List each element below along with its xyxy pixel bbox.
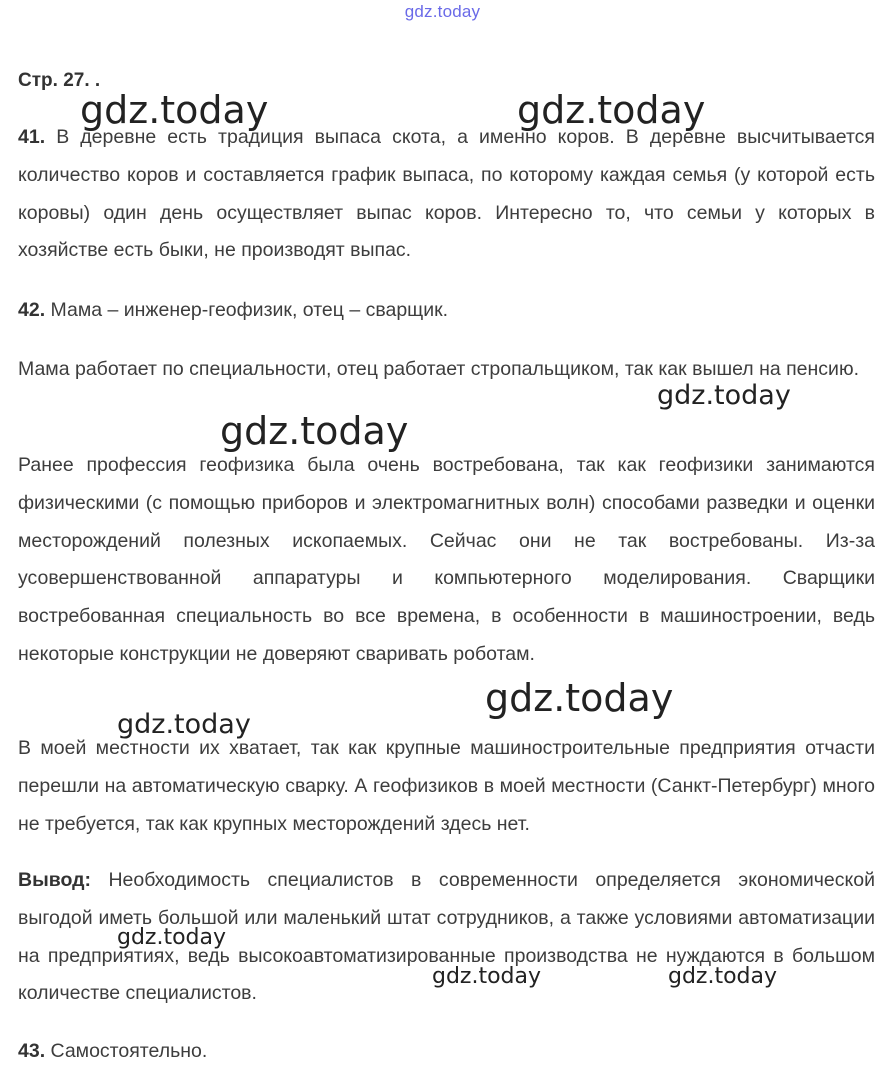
locality-paragraph <box>18 730 875 843</box>
task-number: 41. <box>18 126 46 148</box>
watermark: gdz.today <box>657 380 791 411</box>
paragraph-text: Ранее профессия геофизика была очень востребована, так как геофизики занимаются физическими (с помощью приборов и электромагнитных волн) способами разведки и оценки месторождений полезных ископаемых. Сейчас они не так востребованы. Из-за усовершенствованной аппаратуры и компьютерного моделирования. Сварщики востребованная специальность во все времена, в особенности в машиностроении, ведь некоторые конструкции не доверяют сваривать роботам. <box>18 454 875 665</box>
watermark: gdz.today <box>80 88 269 132</box>
paragraph-text: Мама работает по специальности, отец работает стропальщиком, так как вышел на пенсию. <box>18 358 859 380</box>
paragraph-text: Самостоятельно. <box>45 1040 208 1062</box>
paragraph-text: В деревне есть традиция выпаса скота, а именно коров. В деревне высчитывается количество коров и составляется график выпаса, по которому каждая семья (у которой есть коровы) один день осуществляет выпас коров. Интересно то, что семьи у которых в хозяйстве есть быки, не производят выпас. <box>18 126 875 262</box>
conclusion-label: Вывод: <box>18 869 91 891</box>
watermark: gdz.today <box>432 964 542 989</box>
professions-demand-paragraph <box>18 447 875 674</box>
watermark: gdz.today <box>220 409 409 453</box>
paragraph-text: Необходимость специалистов в современности определяется экономической выгодой иметь большой или маленький штат сотрудников, а также условиями автоматизации на предприятиях, ведь высокоавтоматизированные производства не нуждаются в большом количестве специалистов. <box>18 869 875 1005</box>
task-42-paragraph <box>18 292 875 330</box>
watermark: gdz.today <box>117 925 227 950</box>
task-41-paragraph <box>18 119 875 270</box>
paragraph-text: Мама – инженер-геофизик, отец – сварщик. <box>45 299 449 321</box>
task-number: 42. <box>18 299 46 321</box>
conclusion-paragraph <box>18 862 875 1013</box>
paragraph-text: В моей местности их хватает, так как крупные машиностроительные предприятия отчасти перешли на автоматическую сварку. А геофизиков в моей местности (Санкт-Петербург) много не требуется, так как крупных месторождений здесь нет. <box>18 737 875 835</box>
watermark: gdz.today <box>117 709 251 740</box>
watermark: gdz.today <box>517 88 706 132</box>
top-watermark: gdz.today <box>404 2 481 21</box>
task-number: 43. <box>18 1040 46 1062</box>
parents-work-paragraph <box>18 351 875 389</box>
watermark: gdz.today <box>485 676 674 720</box>
task-43-paragraph <box>18 1033 875 1071</box>
watermark: gdz.today <box>668 964 778 989</box>
page-reference: Стр. 27. . <box>18 70 101 91</box>
